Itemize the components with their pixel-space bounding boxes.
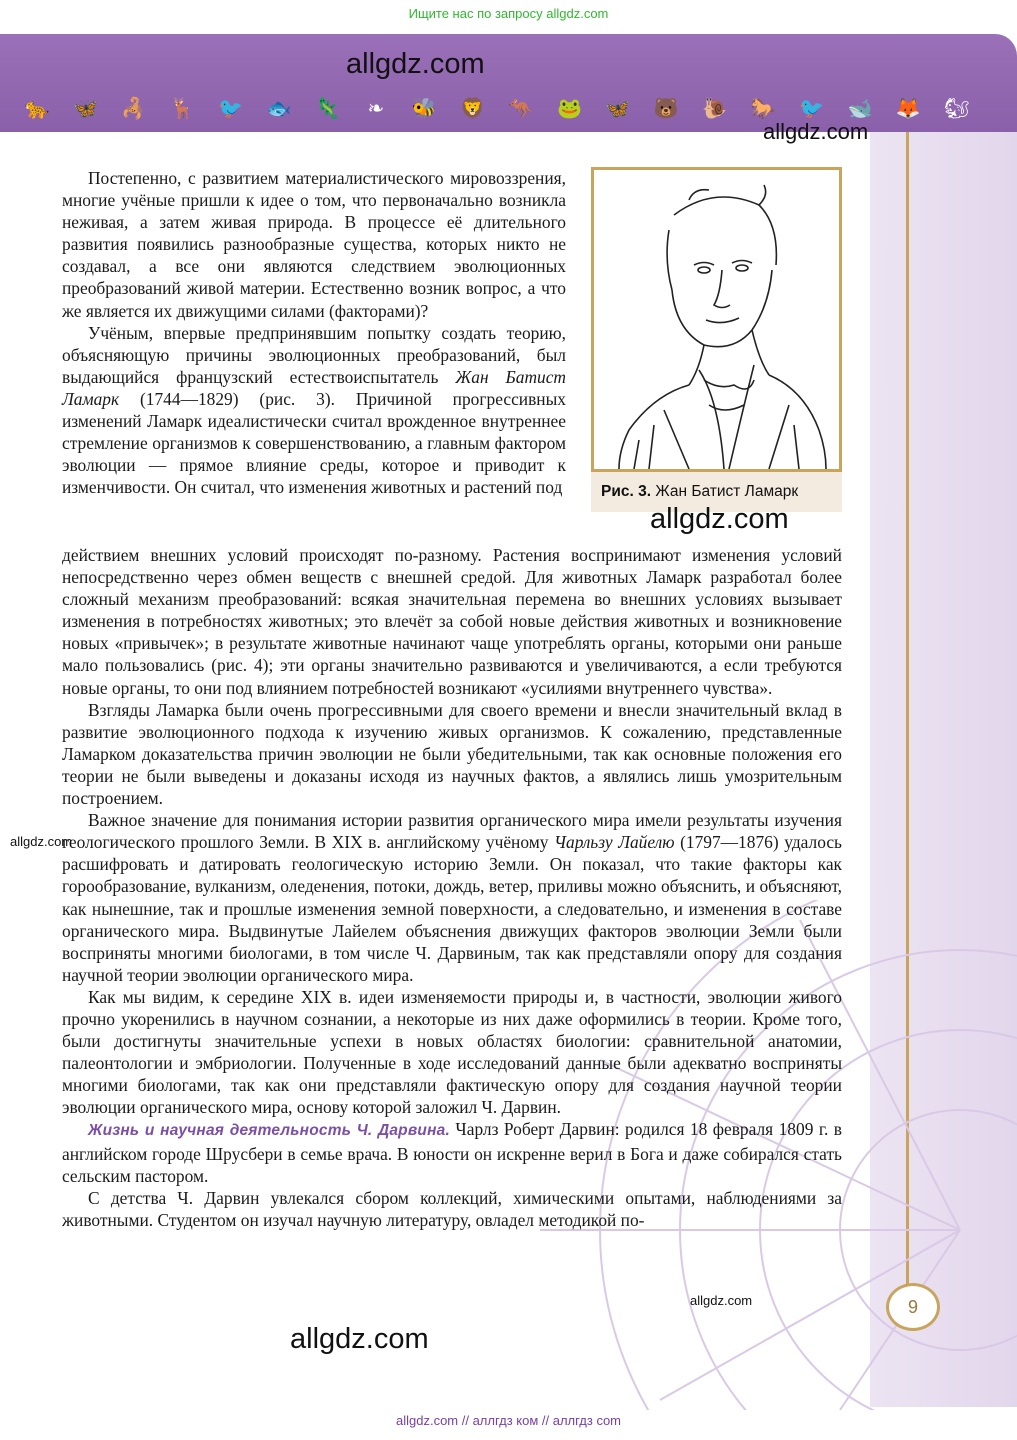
banner-watermark: allgdz.com	[346, 48, 485, 80]
watermark-right: allgdz.com	[763, 119, 869, 144]
lamarck-portrait-icon	[594, 170, 839, 469]
insect-icon: 🐝	[411, 98, 437, 120]
paragraph-6	[62, 1118, 842, 1186]
lyell-name: Чарльзу Лайелю	[554, 832, 675, 853]
frog-icon: 🐸	[557, 98, 582, 120]
paragraph-4	[62, 809, 842, 986]
caption-text: Жан Батист Ламарк	[655, 483, 799, 500]
scorpion-icon: 🦂	[121, 98, 147, 120]
text-column-top	[62, 167, 566, 498]
whale-icon: 🐋	[847, 98, 873, 120]
bear-icon: 🐻	[653, 98, 679, 120]
deer-icon: 🦌	[169, 98, 195, 120]
bottom-links[interactable]: allgdz.com // аллгдз ком // аллгдз com	[395, 1413, 622, 1428]
paragraph-3: Взгляды Ламарка были очень прогрессивными для своего времени и внесли значительный вклад в развитие эволюционного подхода к изучению живых организмов. К сожалению, представленные Ламарком доказательства причин эволюции не были убедительными, так как основные положения его теории не были выведены и доказаны исходя из научных фактов, а являлись лишь умозрительным построением.	[62, 699, 842, 809]
p4-text-b: (1797—1876) удалось расшифровать и датировать геологическую историю Земли. Он показал, что такие факторы как горообразование, вулканизм, оледенения, потоки, дождь, ветер, приливы можно объяснить, и объясняют, как нынешние, так и прошлые изменения земной поверхности, а следовательно, и изменения в составе органического мира. Выдвинутые Лайелем объяснения движущих факторов эволюции Земли были восприняты многими биологами, в том числе Ч. Дарвиным, так как представляли опору для создания научной теории эволюции органического мира.	[62, 832, 842, 985]
paragraph-1: Постепенно, с развитием материалистического мировоззрения, многие учёные пришли к идее о том, что первоначально возникла неживая, а затем живая природа. В процессе её длительного развития появились разнообразные существа, которых никто не создавал, а все они являются следствием эволюционных преобразований живой материи. Естественно возник вопрос, а что же является их движущими силами (факторами)?	[62, 168, 566, 321]
p2-text-b: (1744—1829) (рис. 3). Причиной прогрессивных изменений Ламарк идеалистически считал врожденное внутреннее стремление организмов к совершенствованию, а главным фактором эволюции — прямое влияние среды, которое и приводит к изменчивости. Он считал, что изменения животных и растений под	[62, 388, 566, 498]
animal-silhouette-strip	[22, 96, 972, 121]
paragraph-7: С детства Ч. Дарвин увлекался сбором коллекций, химическими опытами, наблюдениями за животными. Студентом он изучал научную литературу, овладел методикой по-	[62, 1187, 842, 1230]
meerkat-icon: 🐿	[944, 98, 970, 120]
watermark-page: allgdz.com	[690, 1293, 753, 1308]
lizard-icon: 🦎	[314, 98, 340, 120]
seahorse-icon: ❧	[367, 98, 385, 120]
text-column-full	[62, 544, 842, 1231]
top-notice[interactable]: Ищите нас по запросу allgdz.com	[408, 6, 609, 21]
portrait-image	[591, 167, 842, 472]
snail-icon: 🐌	[702, 98, 728, 120]
watermark-bottom: allgdz.com	[290, 1323, 429, 1355]
fox-icon: 🦊	[895, 98, 921, 120]
p2-text-a: Учёным, впервые предпринявшим попытку создать теорию, объясняющую причины эволюционных преобразований, был выдающийся французский естествоиспытатель	[62, 322, 566, 387]
lamarck-name: Жан Батист Ламарк	[62, 366, 566, 409]
p6-text: Чарлз Роберт Дарвин: родился 18 февраля 1809 г. в английском городе Шрусбери в семье врача. В юности он искренне верил в Бога и даже собирался стать сельским пастором.	[62, 1119, 842, 1186]
page-number: 9	[886, 1283, 940, 1331]
heron-icon: 🐦	[799, 98, 824, 120]
horse-icon: 🐎	[750, 98, 776, 120]
fish-icon: 🐟	[266, 98, 292, 120]
lion-icon: 🦁	[460, 98, 486, 120]
paragraph-5: Как мы видим, к середине XIX в. идеи изменяемости природы и, в частности, эволюции живого прочно укоренились в научном сознании, а некоторые из них даже оформились в теории. Кроме того, были достигнуты значительные успехи в новых областях биологии: сравнительной анатомии, палеонтологии и эмбриологии. Полученные в ходе исследований данные были адекватно восприняты многими биологами, так как они представляли фактическую опору для создания научной теории эволюции органического мира, основу которой заложил Ч. Дарвин.	[62, 986, 842, 1118]
butterfly-icon: 🦋	[605, 98, 631, 120]
p4-text-a: Важное значение для понимания истории развития органического мира имели результаты изучения геологического прошлого Земли. В XIX в. английскому учёному	[62, 810, 842, 853]
bird-icon: 🐦	[218, 98, 244, 120]
section-heading-darwin: Жизнь и научная деятельность Ч. Дарвина.	[88, 1122, 450, 1140]
caption-label: Рис. 3.	[601, 483, 652, 500]
watermark-figure: allgdz.com	[650, 503, 789, 535]
header-banner	[0, 34, 1017, 132]
butterfly-icon: 🦋	[72, 98, 98, 120]
kangaroo-icon: 🦘	[508, 98, 534, 120]
paragraph-2-cont: действием внешних условий происходят по-разному. Растения воспринимают изменения условий непосредственно через обмен веществ с внешней средой. Для животных Ламарк разработал более сложный механизм преобразований: всякая значительная перемена во внешних условиях вызывает изменения в потребностях животных; это влечёт за собой новые действия животных и возникновение новых «привычек»; в результате животные начинают чаще употреблять органы, которыми они раньше мало пользовались (рис. 4); эти органы значительно развиваются и увеличиваются, а если требуются новые органы, то они под влиянием потребностей возникают «усилиями внутреннего чувства».	[62, 545, 842, 698]
figure-lamarck	[591, 167, 842, 512]
paragraph-2-start	[62, 322, 566, 499]
watermark-left: allgdz.com	[10, 834, 73, 849]
cheetah-icon: 🐆	[24, 98, 50, 120]
